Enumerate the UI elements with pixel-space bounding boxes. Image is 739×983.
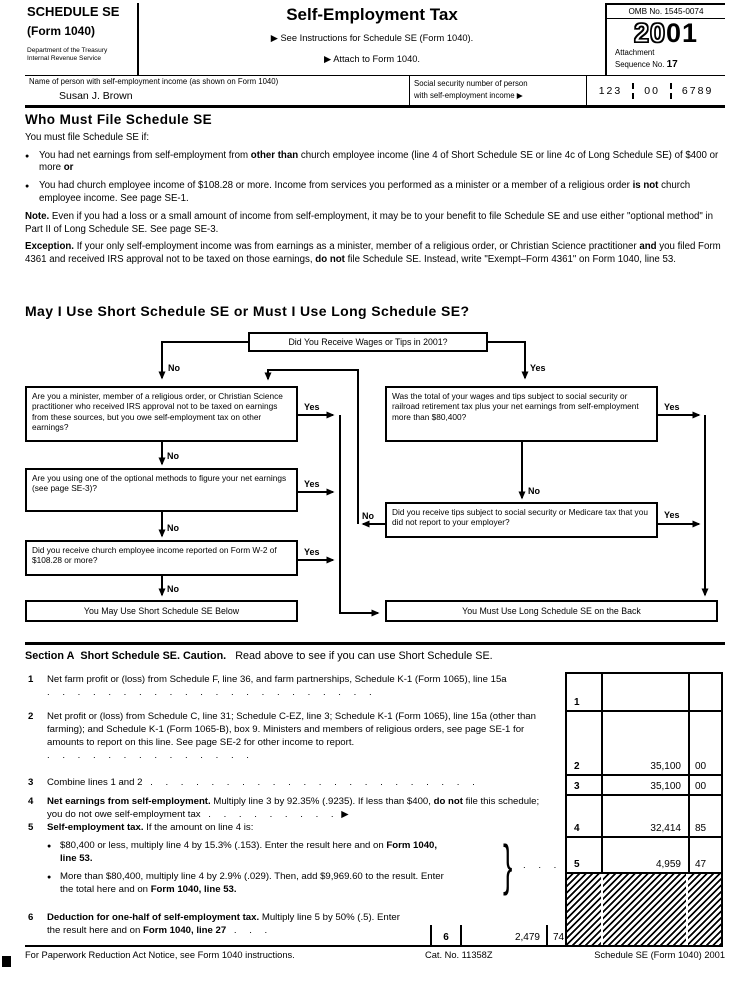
flow-box-minister: Are you a minister, member of a religious order, or Christian Science practitioner who received IRS approval not to be taxed on earnings from these sources, but you owe self-employment tax on other earnings? (25, 386, 298, 442)
label-yes: Yes (664, 510, 680, 520)
ssn-serial[interactable]: 6789 (681, 85, 714, 97)
amount-cell[interactable]: 2,479 (460, 925, 546, 945)
who-must-file-intro: You must file Schedule SE if: (25, 131, 150, 143)
line-5-bullet-1: ● $80,400 or less, multiply line 4 by 15.3% (.153). Enter the result here and on Form 1040, line 53. (47, 839, 438, 864)
flow-box-tips: Did you receive tips subject to social security or Medicare tax that you did not report to your employer? (385, 502, 658, 538)
attachment-sequence: Attachment Sequence No. 17 (615, 48, 678, 71)
dot-leader: . . . . . . . . . . . . . . (47, 749, 254, 761)
flow-box-over80400: Was the total of your wages and tips subject to social security or railroad retirement tax plus your net earnings from self-employment more than $80,400? (385, 386, 658, 442)
cents-cell[interactable]: 85 (688, 796, 721, 836)
section-divider (25, 642, 725, 645)
amount-cell[interactable]: 4,959 (601, 838, 688, 872)
bullet-icon: ● (25, 152, 30, 160)
label-no: No (167, 584, 179, 594)
flowchart (0, 328, 739, 640)
ssn-value[interactable] (587, 76, 725, 106)
line-number-cell: 6 (430, 925, 460, 945)
line-number-cell: 1 (574, 697, 580, 708)
line-5-bullet-2: ● More than $80,400, multiply line 4 by 2.9% (.029). Then, add $9,969.60 to the result. Enter the total here and on Form 1040, line 53. (47, 870, 444, 895)
line-number-cell: 5 (574, 859, 580, 870)
name-label: Name of person with self-employment income (as shown on Form 1040) (29, 77, 279, 86)
agency-label: Department of the Treasury Internal Revenue Service (27, 46, 108, 63)
label-no: No (168, 363, 180, 373)
label-yes: Yes (304, 479, 320, 489)
flow-box-optional: Are you using one of the optional methods to figure your net earnings (see page SE-3)? (25, 468, 298, 512)
form-id-footer: Schedule SE (Form 1040) 2001 (594, 950, 725, 960)
label-yes: Yes (664, 402, 680, 412)
form-header (25, 3, 725, 75)
cents-cell[interactable]: 00 (688, 712, 721, 774)
amount-cell[interactable] (601, 674, 688, 710)
amount-cell[interactable]: 35,100 (601, 712, 688, 774)
line-6-description: 6 Deduction for one-half of self-employment tax. Multiply line 5 by 50% (.5). Enter the result here and on Form 1040, line 27 . . . (28, 912, 400, 936)
label-no: No (362, 511, 374, 521)
line-5-description: 5 Self-employment tax. If the amount on line 4 is: ● $80,400 or less, multiply line 4 by 15.3% (.153). Enter the result here and on Form 1040, line 53. ● More than $80,400, multiply line 4 by 2.9% (.029). Then, add $9,969.60 to the result. Enter the total here and on Form 1040, line 53. } . . . (28, 822, 562, 896)
table-row-3 (567, 776, 721, 796)
cents-cell[interactable]: 00 (688, 776, 721, 794)
catalog-number: Cat. No. 11358Z (425, 950, 493, 960)
bullet-icon: ● (47, 873, 52, 881)
omb-number: OMB No. 1545-0074 (607, 5, 725, 19)
amount-cell[interactable]: 35,100 (601, 776, 688, 794)
cents-cell[interactable]: 74 (546, 925, 575, 945)
ssn-label: Social security number of person with self-employment income ▶ (409, 76, 587, 106)
ssn-group[interactable]: 00 (632, 83, 672, 99)
flow-box-church: Did you receive church employee income reported on Form W-2 of $108.28 or more? (25, 540, 298, 576)
header-divider (25, 105, 725, 108)
bullet-text: You had church employee income of $108.28 or more. Income from services you performed as a minister or a member of a religious order is not church employee income. See page SE-1. (39, 180, 691, 204)
label-no: No (167, 451, 179, 461)
see-instructions-note: ▶ See Instructions for Schedule SE (Form 1040). (270, 33, 474, 43)
label-yes: Yes (530, 363, 546, 373)
name-cell (25, 76, 409, 106)
flowchart-heading: May I Use Short Schedule SE or Must I Use Long Schedule SE? (25, 303, 470, 319)
registration-mark (2, 956, 11, 967)
ssn-area[interactable]: 123 (598, 85, 623, 97)
bullet-icon: ● (25, 183, 30, 191)
dot-leader: . . . (226, 924, 273, 936)
table-row-5 (567, 838, 721, 874)
list-item (25, 180, 723, 206)
line-number-cell: 4 (574, 823, 580, 834)
table-row-1 (567, 674, 721, 712)
list-item (25, 150, 723, 176)
pointer-icon: ▶ (341, 808, 349, 820)
flow-box-long-result: You Must Use Long Schedule SE on the Back (385, 600, 718, 622)
table-row-4 (567, 796, 721, 838)
bullet-icon: ● (47, 842, 52, 850)
short-schedule-table (25, 672, 723, 947)
line-number-cell: 2 (574, 761, 580, 772)
amount-cell[interactable]: 32,414 (601, 796, 688, 836)
form-number-label: (Form 1040) (27, 23, 96, 38)
hatched-area (567, 874, 721, 945)
line-3-description: 3 Combine lines 1 and 2 . . . . . . . . . . . . . . . . . . . . . . (28, 777, 480, 788)
dot-leader: . . . . . . . . . . . . . . . . . . . . . . (142, 777, 480, 788)
label-no: No (167, 523, 179, 533)
schedule-label: SCHEDULE SE (27, 4, 120, 19)
form-title: Self-Employment Tax (286, 5, 458, 24)
flow-box-short-result: You May Use Short Schedule SE Below (25, 600, 298, 622)
entry-grid (565, 672, 723, 945)
label-yes: Yes (304, 402, 320, 412)
attach-note: ▶ Attach to Form 1040. (323, 54, 421, 64)
paperwork-notice: For Paperwork Reduction Act Notice, see Form 1040 instructions. (25, 950, 295, 960)
section-a-heading: Section A Short Schedule SE. Caution. Read above to see if you can use Short Schedule SE. (25, 650, 493, 662)
line-number-cell: 3 (574, 781, 580, 792)
dot-leader: . . . . . . . . . (200, 808, 339, 820)
who-must-file-section (25, 111, 723, 267)
label-yes: Yes (304, 547, 320, 557)
bullet-text: You had net earnings from self-employment from other than church employee income (line 4 of Short Schedule SE or line 4c of Long Schedule SE) of $400 or more or (39, 149, 719, 174)
cents-cell[interactable] (688, 674, 721, 710)
line-6-entry (430, 925, 575, 945)
dot-leader: . . . . . . . . . . . . . . . . . . . . . . (47, 686, 377, 698)
table-row-2 (567, 712, 721, 776)
cents-cell[interactable]: 47 (688, 838, 721, 872)
page-footer (25, 950, 725, 960)
note-paragraph: Note. Even if you had a loss or a small amount of income from self-employment, it may be to your benefit to file Schedule SE and use either "optional method" in Part II of Long Schedule SE. See page SE-3. (25, 210, 714, 235)
form-header-left (25, 3, 139, 75)
line-4-description: 4 Net earnings from self-employment. Multiply line 3 by 92.35% (.9235). If less than $400, do not file this schedule; you do not owe self-employment tax . . . . . . . . . ▶ (28, 796, 540, 820)
omb-box (605, 3, 725, 75)
form-header-center (139, 3, 605, 75)
who-must-file-heading: Who Must File Schedule SE (25, 112, 213, 127)
name-value[interactable]: Susan J. Brown (59, 90, 133, 102)
brace-glyph: } (503, 833, 513, 896)
exception-paragraph: Exception. If your only self-employment income was from earnings as a minister, member of a religious order, or Christian Science practitioner and you filed Form 4361 and received IRS approval not to be taxed on those earnings, do not file Schedule SE. Instead, write "Exempt–Form 4361" on Form 1040, line 53. (25, 241, 721, 266)
line-1-description: 1 Net farm profit or (loss) from Schedule F, line 36, and farm partnerships, Schedule K-1 (Form 1065), line 15a . . . . . . . . . . . . . . . . . . . . . . (28, 674, 507, 698)
label-no: No (528, 486, 540, 496)
flow-box-wages: Did You Receive Wages or Tips in 2001? (248, 332, 488, 352)
name-ssn-row (25, 75, 725, 106)
line-2-description: 2 Net profit or (loss) from Schedule C, line 31; Schedule C-EZ, line 3; Schedule K-1 (Form 1065), line 15a (other than farming); and Schedule K-1 (Form 1065-B), box 9. Ministers and members of religious orders, see page SE-1 for amounts to report on this line. See page SE-2 for other income to report. . . . . . . . . . . . . . . (28, 711, 536, 761)
dot-leader: . . . (523, 860, 562, 871)
tax-year: 2001 (633, 18, 699, 48)
